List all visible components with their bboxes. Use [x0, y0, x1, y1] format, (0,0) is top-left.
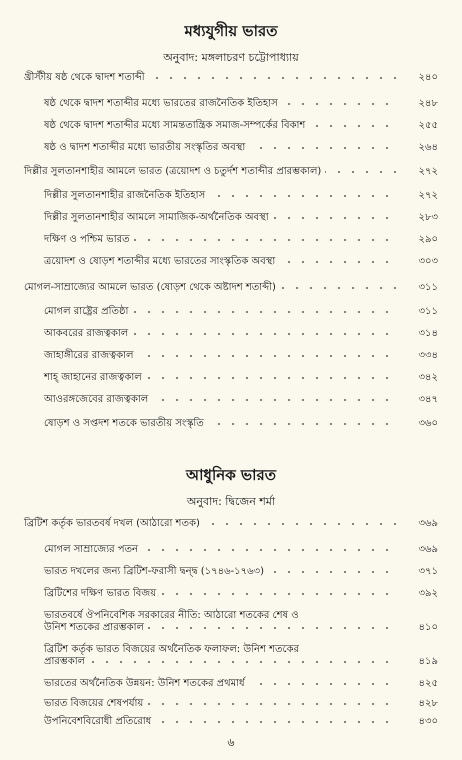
toc-entry-label: ব্রিটিশ কর্তৃক ভারত বিজয়ের অর্থনৈতিক ফলাফল: উনিশ শতকের [44, 644, 300, 655]
toc-entry[interactable] [24, 518, 438, 530]
toc-entry-page: ৪২৮ [400, 698, 438, 710]
toc-entry[interactable] [44, 190, 438, 202]
toc-entry-page: ৩৭১ [400, 566, 438, 578]
toc-entry-label: ব্রিটিশের দক্ষিণ ভারত বিজয় [44, 588, 160, 600]
toc-entry[interactable] [44, 716, 438, 728]
toc-entry-label: ভারত দখলের জন্য ব্রিটিশ-ফরাসী দ্বন্দ্ব (১৭৪৬-১৭৬৩) [44, 566, 268, 578]
toc-entry-page: ৪৩০ [400, 716, 438, 728]
toc-entry-page: ৩৪২ [400, 372, 438, 384]
toc-entry-page: ৩৬০ [400, 418, 438, 430]
toc-entry-label: ত্রয়োদশ ও ষোড়শ শতাব্দীর মধ্যে ভারতের সাংস্কৃতিক অবস্থা [44, 256, 279, 268]
toc-entry-label: খ্রীস্টীয় ষষ্ঠ থেকে দ্বাদশ শতাব্দী [24, 72, 149, 84]
toc-entry-page: ৪১০ [400, 622, 438, 634]
toc-entry-page: ২৭২ [400, 166, 438, 178]
toc-entry-page: ৩৬৯ [400, 544, 438, 556]
toc-entry[interactable] [44, 234, 438, 246]
section-title-modern: আধুনিক ভারত [186, 466, 276, 484]
toc-entry[interactable] [44, 418, 438, 430]
toc-entry-label: ষষ্ঠ থেকে দ্বাদশ শতাব্দীর মধ্যে সামন্ততান্ত্রিক সমাজ-সম্পর্কের বিকাশ [44, 120, 309, 132]
toc-entry-label: শাহ্ জাহানের রাজত্বকাল [44, 372, 146, 384]
toc-entry[interactable] [44, 350, 438, 362]
toc-entry-page: ৪১৯ [400, 656, 438, 668]
toc-entry-page: ২৬৪ [400, 142, 438, 154]
translator-modern: অনুবাদ: দ্বিজেন শর্মা [186, 495, 276, 508]
toc-entry-page: ২৭২ [400, 190, 438, 202]
toc-entry[interactable] [44, 372, 438, 384]
toc-entry[interactable] [24, 166, 438, 178]
toc-entry[interactable] [44, 394, 438, 406]
toc-entry-page: ২৪০ [400, 72, 438, 84]
toc-entry-label: জাহাঙ্গীরের রাজত্বকাল [44, 350, 138, 362]
toc-entry[interactable] [44, 120, 438, 132]
toc-entry[interactable] [44, 306, 438, 318]
toc-entry-label: ভারতের অর্থনৈতিক উন্নয়ন: উনিশ শতকের প্রথমার্ধ [44, 678, 249, 690]
toc-entry-label: ষষ্ঠ থেকে দ্বাদশ শতাব্দীর মধ্যে ভারতের রাজনৈতিক ইতিহাস [44, 98, 282, 110]
toc-entry-label: ষোড়শ ও সপ্তদশ শতকে ভারতীয় সংস্কৃতি [44, 418, 208, 430]
toc-entry-label: আওরঙ্গজেবের রাজত্বকাল [44, 394, 152, 406]
toc-entry-page: ৩১১ [400, 282, 438, 294]
toc-entry-label: ভারত বিজয়ের শেষপর্যায় [44, 698, 147, 710]
toc-entry-label: মোগল রাষ্ট্রের প্রতিষ্ঠা [44, 306, 132, 318]
toc-entry-label: মোগল-সাম্রাজ্যের আমলে ভারত (ষোড়শ থেকে অষ্টাদশ শতাব্দী) [24, 282, 280, 294]
toc-entry-label: ব্রিটিশ কর্তৃক ভারতবর্ষ দখল (আঠারো শতক) [24, 518, 204, 530]
toc-entry-label: দিল্লীর সুলতানশাহীর রাজনৈতিক ইতিহাস [44, 190, 209, 202]
toc-entry-page: ৩৯২ [400, 588, 438, 600]
translator-medieval: অনুবাদ: মঙ্গলাচরণ চট্টোপাধ্যায় [163, 51, 299, 64]
toc-entry-label: আকবরের রাজত্বকাল [44, 328, 132, 340]
toc-entry-page: ৩৬৯ [400, 518, 438, 530]
toc-entry-label: দিল্লীর সুলতানশাহীর আমলে ভারত (ত্রয়োদশ ও চতুর্দশ শতাব্দীর প্রারম্ভকাল) [24, 166, 325, 178]
section-title-medieval: মধ্যযুগীয় ভারত [184, 22, 278, 40]
toc-entry[interactable] [44, 544, 438, 556]
toc-entry[interactable] [44, 256, 438, 268]
toc-entry[interactable] [44, 98, 438, 110]
toc-entry[interactable] [44, 698, 438, 710]
toc-entry-label: ভারতবর্ষে ঔপনিবেশিক সরকারের নীতি: আঠারো শতকের শেষ ও [44, 610, 299, 621]
page-number: ৬ [227, 736, 235, 749]
toc-entry-page: ২৮৩ [400, 212, 438, 224]
toc-entry-page: ২৯০ [400, 234, 438, 246]
toc-entry-page: ২৪৮ [400, 98, 438, 110]
toc-entry-label-continued: উনিশ শতকের প্রারম্ভকাল [44, 622, 148, 634]
toc-entry[interactable] [44, 328, 438, 340]
toc-entry-page: ২৫৫ [400, 120, 438, 132]
toc-entry[interactable] [44, 142, 438, 154]
toc-entry-page: ৪২৫ [400, 678, 438, 690]
toc-entry-page: ৩১১ [400, 306, 438, 318]
toc-entry[interactable] [44, 566, 438, 578]
toc-entry[interactable] [24, 282, 438, 294]
toc-entry-label: মোগল সাম্রাজ্যের পতন [44, 544, 142, 556]
toc-entry-label: দক্ষিণ ও পশ্চিম ভারত [44, 234, 134, 246]
toc-entry[interactable] [44, 588, 438, 600]
toc-entry-label: দিল্লীর সুলতানশাহীর আমলে সামাজিক-অর্থনৈতিক অবস্থা [44, 212, 273, 224]
toc-entry[interactable] [44, 644, 438, 668]
toc-entry[interactable] [44, 678, 438, 690]
toc-entry-page: ৩০৩ [400, 256, 438, 268]
toc-entry-page: ৩৪৭ [400, 394, 438, 406]
toc-entry[interactable] [44, 212, 438, 224]
toc-entry-label: উপনিবেশবিরোধী প্রতিরোধ [44, 716, 155, 728]
toc-entry[interactable] [24, 72, 438, 84]
toc-entry[interactable] [44, 610, 438, 634]
toc-entry-label: ষষ্ঠ ও দ্বাদশ শতাব্দীর মধ্যে ভারতীয় সংস্কৃতির অবস্থা [44, 142, 249, 154]
toc-entry-page: ৩৩৪ [400, 350, 438, 362]
toc-entry-page: ৩১৪ [400, 328, 438, 340]
toc-entry-label-continued: প্রারম্ভকাল [44, 656, 89, 668]
